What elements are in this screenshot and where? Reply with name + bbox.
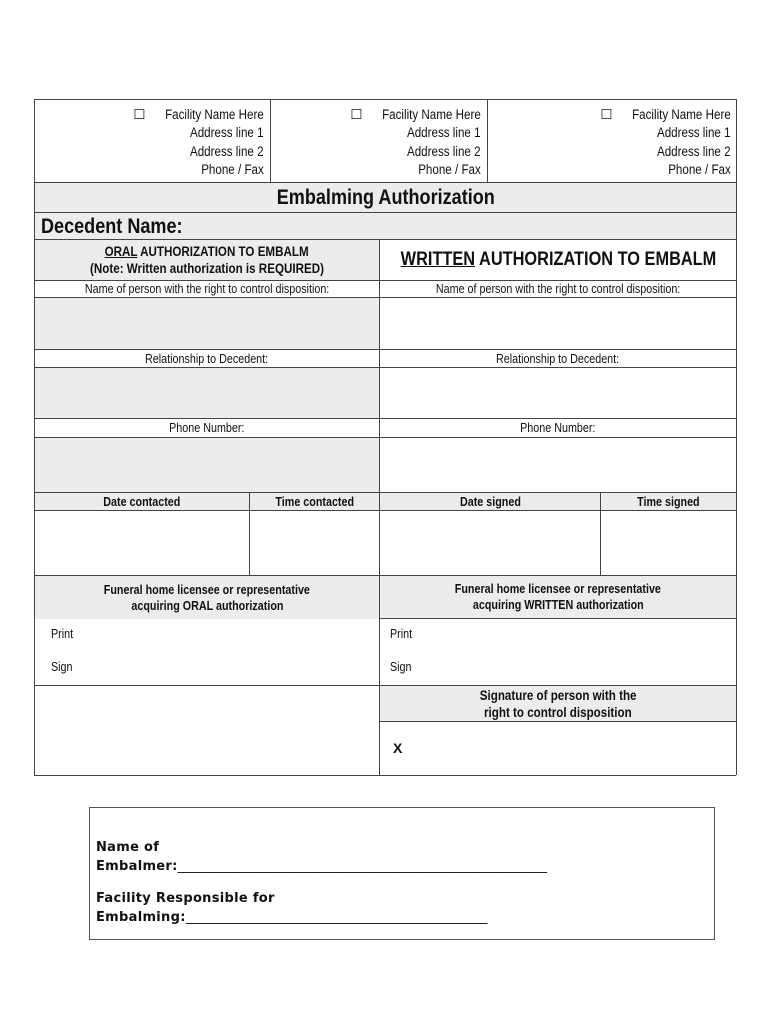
facility-address-2: Address line 2 [657,143,731,159]
facility-phone: Phone / Fax [418,161,481,177]
written-print-label: Print [390,627,413,641]
facility-checkbox[interactable]: ☐ [600,107,613,122]
facility-responsible-blank[interactable]: _________________________________________________ [185,910,488,925]
written-phone-field[interactable] [380,438,736,493]
oral-relationship-label: Relationship to Decedent: [35,350,379,368]
written-name-label: Name of person with the right to control disposition: [380,281,736,298]
embalmer-name-label-2: Embalmer: [96,859,178,874]
oral-phone-label: Phone Number: [35,419,379,438]
oral-phone-field[interactable] [35,438,379,493]
written-phone-label: Phone Number: [380,419,736,438]
written-sign-field[interactable] [380,652,736,686]
written-time-field[interactable] [601,511,736,576]
oral-name-label: Name of person with the right to control disposition: [35,281,379,298]
written-relationship-field[interactable] [380,368,736,419]
oral-licensee-heading: Funeral home licensee or representative acquiring ORAL authorization [35,576,379,619]
facility-phone: Phone / Fax [668,161,731,177]
written-relationship-label: Relationship to Decedent: [380,350,736,368]
facility-name: Facility Name Here [382,107,481,122]
embalmer-box [89,807,715,940]
oral-print-label: Print [51,627,74,641]
authorization-form [34,99,737,775]
signature-x-mark: X [393,740,403,756]
oral-time-label: Time contacted [250,493,379,511]
facility-block-3 [488,100,737,182]
signature-heading: Signature of person with the right to control disposition [380,686,736,722]
facility-responsible-row[interactable] [96,889,487,927]
decedent-name-row[interactable] [35,213,736,240]
embalmer-name-label-1: Name of [96,840,160,855]
oral-note: (Note: Written authorization is REQUIRED) [90,261,324,276]
oral-sign-label: Sign [51,660,73,674]
form-title: Embalming Authorization [35,182,736,213]
written-name-field[interactable] [380,298,736,350]
decedent-name-label: Decedent Name: [41,215,183,238]
facility-name: Facility Name Here [165,107,264,122]
embalmer-name-blank[interactable]: ____________________________________________________________ [177,859,547,874]
oral-bottom-line [34,775,380,776]
facility-phone: Phone / Fax [201,161,264,177]
oral-heading: ORAL AUTHORIZATION TO EMBALM (Note: Written authorization is REQUIRED) [35,240,379,281]
written-licensee-heading: Funeral home licensee or representative acquiring WRITTEN authorization [380,576,736,619]
written-time-label: Time signed [601,493,736,511]
written-sign-label: Sign [390,660,412,674]
facility-checkbox[interactable]: ☐ [350,107,363,122]
facility-address-2: Address line 2 [190,143,264,159]
oral-print-field[interactable] [35,619,379,652]
written-date-field[interactable] [380,511,601,576]
oral-date-field[interactable] [35,511,250,576]
signature-field[interactable] [380,722,736,776]
oral-time-field[interactable] [250,511,379,576]
facility-responsible-label-2: Embalming: [96,910,186,925]
written-heading: WRITTEN AUTHORIZATION TO EMBALM [380,240,736,281]
oral-name-field[interactable] [35,298,379,350]
facility-block-2 [271,100,488,182]
facility-address-2: Address line 2 [407,143,481,159]
written-print-field[interactable] [380,619,736,652]
facility-name: Facility Name Here [632,107,731,122]
facility-address-1: Address line 1 [657,125,731,141]
oral-date-label: Date contacted [35,493,250,511]
embalmer-name-row[interactable] [96,838,547,876]
oral-sign-field[interactable] [35,652,379,686]
oral-relationship-field[interactable] [35,368,379,419]
facility-responsible-label-1: Facility Responsible for [96,891,275,906]
written-date-label: Date signed [380,493,601,511]
facility-address-1: Address line 1 [190,125,264,141]
facility-address-1: Address line 1 [407,125,481,141]
facility-block-1 [35,100,271,182]
facility-checkbox[interactable]: ☐ [133,107,146,122]
